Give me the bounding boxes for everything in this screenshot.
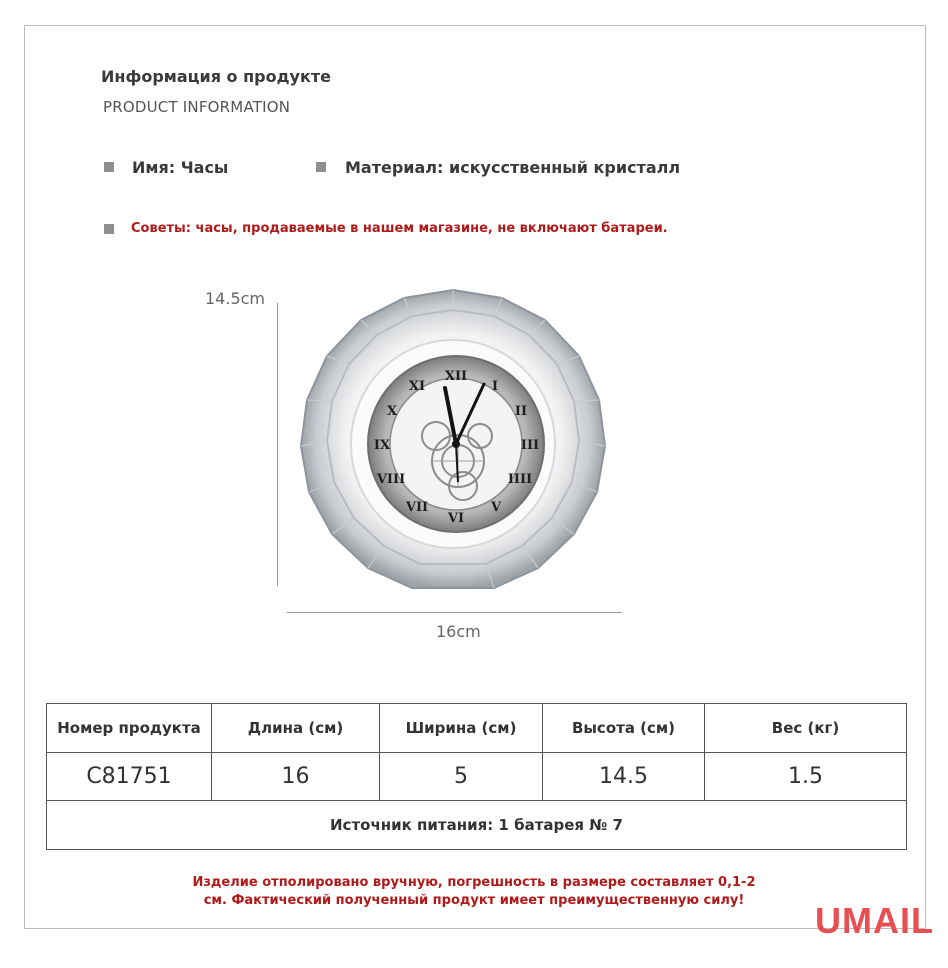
spec-material: Материал: искусственный кристалл <box>345 158 681 177</box>
bullet-icon <box>104 224 114 234</box>
svg-text:VI: VI <box>447 511 465 526</box>
cell-product-number: C81751 <box>47 753 212 801</box>
svg-text:VII: VII <box>405 500 429 515</box>
svg-text:VIII: VIII <box>376 472 406 487</box>
cell-length: 16 <box>212 753 380 801</box>
table-header-row <box>47 704 907 753</box>
svg-text:IX: IX <box>373 438 391 453</box>
svg-text:X: X <box>386 404 398 419</box>
table-row-power <box>47 801 907 850</box>
table-row <box>47 753 907 801</box>
disclaimer-note <box>150 874 798 910</box>
svg-text:II: II <box>514 404 528 419</box>
spec-name: Имя: Часы <box>132 158 229 177</box>
cell-height: 14.5 <box>543 753 705 801</box>
height-dimension-label: 14.5cm <box>205 289 266 308</box>
svg-text:I: I <box>491 379 499 394</box>
power-source-cell: Источник питания: 1 батарея № 7 <box>47 801 907 850</box>
cell-width: 5 <box>380 753 543 801</box>
svg-text:IIII: IIII <box>507 472 533 487</box>
height-dimension-line <box>277 303 278 586</box>
umail-watermark-logo: UMAIL <box>815 900 934 941</box>
svg-text:XII: XII <box>444 369 468 384</box>
bullet-icon <box>104 162 114 172</box>
header-weight: Вес (кг) <box>705 704 907 753</box>
section-subtitle: PRODUCT INFORMATION <box>103 98 291 116</box>
bullet-icon <box>316 162 326 172</box>
width-dimension-line <box>287 612 622 613</box>
header-length: Длина (см) <box>212 704 380 753</box>
svg-text:XI: XI <box>408 379 426 394</box>
header-height: Высота (см) <box>543 704 705 753</box>
battery-tip: Советы: часы, продаваемые в нашем магазине, не включают батареи. <box>131 221 668 236</box>
spec-table <box>46 703 907 850</box>
disclaimer-line-1: Изделие отполировано вручную, погрешность в размере составляет 0,1-2 <box>192 875 756 890</box>
svg-text:V: V <box>490 500 502 515</box>
crystal-clock-image <box>288 286 618 602</box>
disclaimer-line-2: см. Фактический полученный продукт имеет преимущественную силу! <box>203 893 745 908</box>
header-product-number: Номер продукта <box>47 704 212 753</box>
width-dimension-label: 16cm <box>436 622 481 641</box>
section-title: Информация о продукте <box>101 67 331 86</box>
cell-weight: 1.5 <box>705 753 907 801</box>
header-width: Ширина (см) <box>380 704 543 753</box>
svg-text:III: III <box>520 438 540 453</box>
